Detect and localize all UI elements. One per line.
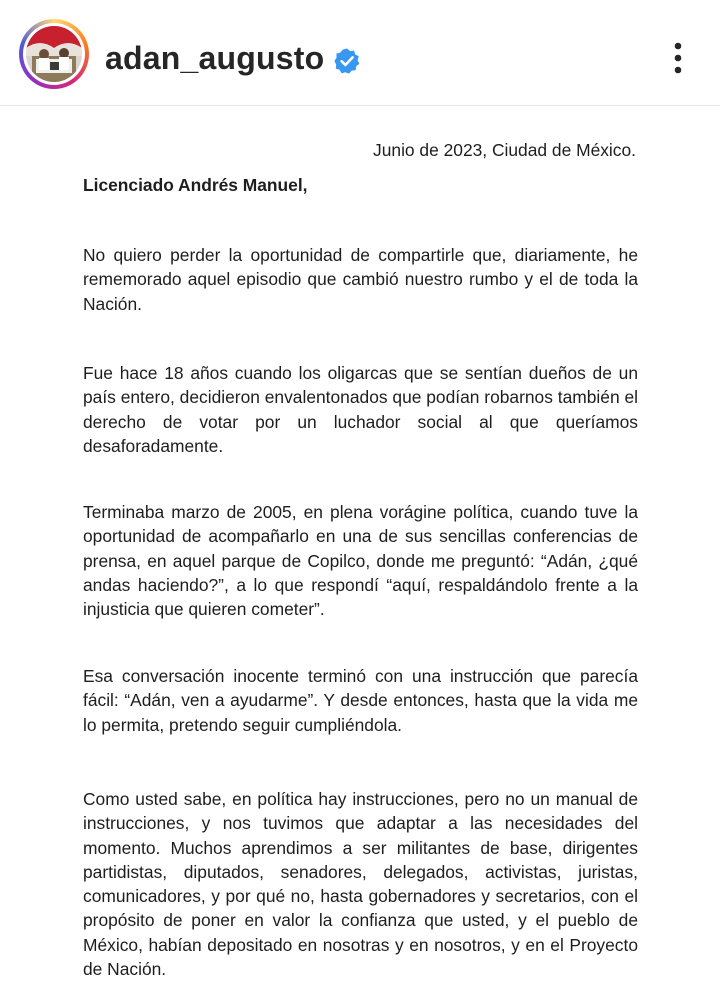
letter-image: [0, 106, 720, 999]
letter-paragraph: Como usted sabe, en política hay instrucciones, pero no un manual de instrucciones, y nos tuvimos que adaptar a las necesidades del momento. Muchos aprendimos a ser militantes de base, dirigentes partidistas, diputados, senadores, delegados, activistas, juristas, comunicadores, y por qué no, hasta gobernadores y secretarios, con el propósito de poner en valor la confianza que usted, y el pueblo de México, habían depositado en nosotras y en nosotros, y en el Proyecto de Nación.: [83, 789, 638, 980]
letter-paragraph: No quiero perder la oportunidad de compartirle que, diariamente, he rememorado aquel episodio que cambió nuestro rumbo y el de toda la Nación.: [83, 245, 638, 314]
letter-paragraph: Terminaba marzo de 2005, en plena vorágine política, cuando tuve la oportunidad de acompañarlo en una de sus sencillas conferencias de prensa, en aquel parque de Copilco, donde me preguntó: “Adán, ¿qué andas haciendo?”, a lo que respondí “aquí, respaldándolo frente a la injusticia que quieren cometer”.: [83, 502, 638, 620]
more-vertical-icon[interactable]: [664, 38, 692, 78]
letter-paragraph: Fue hace 18 años cuando los oligarcas que se sentían dueños de un país entero, decidieron envalentonados que podían robarnos también el derecho de votar por un luchador social al que queríamos desaforadamente.: [83, 363, 638, 456]
post-header: [0, 0, 720, 106]
avatar[interactable]: [26, 26, 82, 82]
letter-paragraph: Esa conversación inocente terminó con una instrucción que parecía fácil: “Adán, ven a ayudarme”. Y desde entonces, hasta que la vida me lo permita, pretendo seguir cumpliéndola.: [83, 666, 638, 735]
username[interactable]: adan_augusto: [105, 40, 325, 76]
avatar-border: [23, 23, 85, 85]
letter-date: Junio de 2023, Ciudad de México.: [373, 140, 636, 160]
letter-salutation: Licenciado Andrés Manuel,: [83, 175, 308, 195]
story-ring[interactable]: [19, 19, 89, 89]
verified-badge-icon: [333, 47, 361, 75]
